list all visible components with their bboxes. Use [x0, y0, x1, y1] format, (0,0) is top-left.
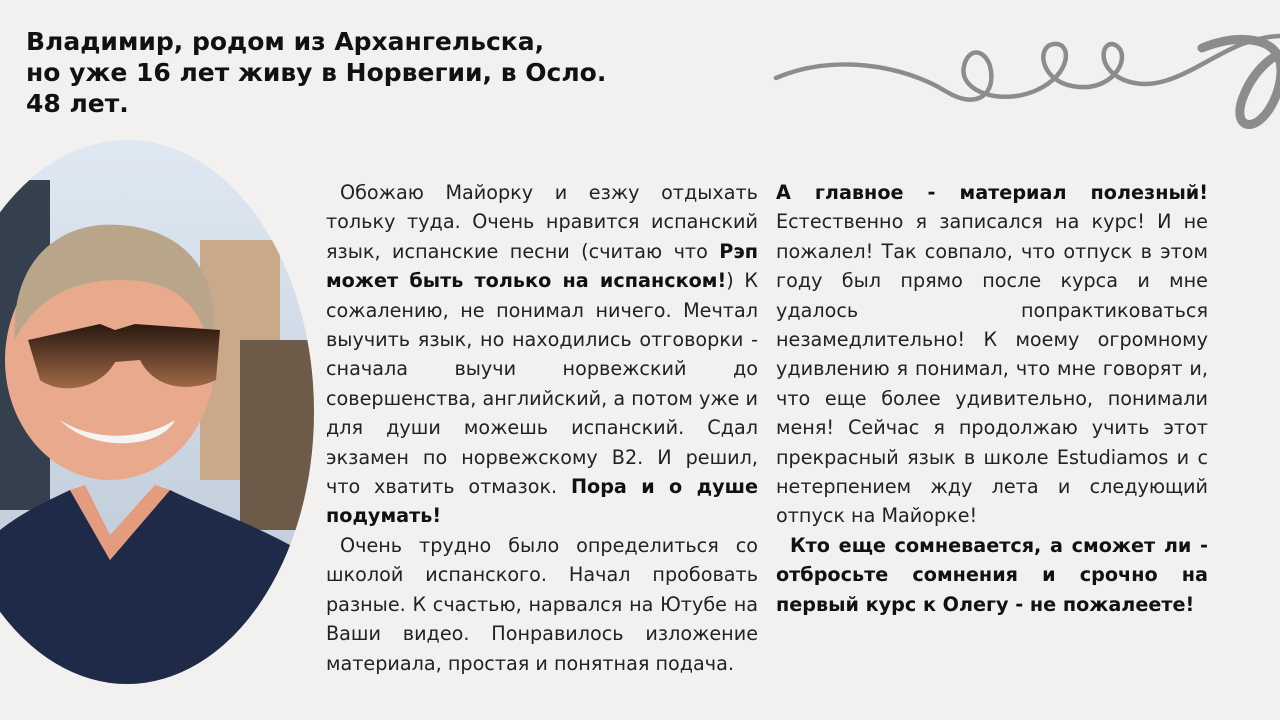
- testimonial-column-1: [326, 178, 758, 678]
- portrait-photo: [0, 140, 315, 685]
- highlight-material: А главное - материал полезный!: [776, 181, 1208, 204]
- decorative-squiggle-icon: [772, 14, 1280, 144]
- call-to-action-text: Кто еще сомневается, а сможет ли - отбросьте сомнения и срочно на первый курс к Олегу - не пожалеете!: [776, 533, 1208, 616]
- paragraph-2: Очень трудно было определиться со школой испанского. Начал пробовать разные. К счастью, нарвался на Ютубе на Ваши видео. Понравилось изложение материала, простая и понятная подача.: [326, 533, 758, 675]
- title-line-1: Владимир, родом из Архангельска,: [26, 27, 545, 56]
- paragraph-1-text: Обожаю Майорку и езжу отдыхать тольку туда. Очень нравится испанский язык, испанские песни (считаю что: [326, 181, 758, 263]
- paragraph-3: [776, 178, 1208, 531]
- paragraph-1: [326, 178, 758, 531]
- title-line-2: но уже 16 лет живу в Норвегии, в Осло.: [26, 58, 607, 87]
- highlight-rap: Рэп может быть только на испанском!: [326, 239, 758, 293]
- paragraph-3-text: Естественно я записался на курс! И не пожалел! Так совпало, что отпуск в этом году был прямо после курса и мне удалось попрактиковаться незамедлительно! К моему огромному удивлению я понимал, что мне говорят и, что еще более удивительно, понимали меня! Сейчас я продолжаю учить этот прекрасный язык в школе Estudiamos и с нетерпением жду лета и следующий отпуск на Майорке!: [776, 210, 1208, 528]
- call-to-action: [776, 531, 1208, 619]
- title-line-3: 48 лет.: [26, 89, 129, 118]
- highlight-soul: Пора и о душе подумать!: [326, 475, 758, 528]
- testimonial-column-2: [776, 178, 1208, 619]
- page-title: [26, 26, 606, 119]
- paragraph-1-text-cont: ) К сожалению, не понимал ничего. Мечтал выучить язык, но находились отговорки - сначала выучи норвежский до совершенства, английский, а потом уже и для души можешь испанский. Сдал экзамен по норвежскому B2. И решил, что хватить отмазок.: [326, 269, 758, 499]
